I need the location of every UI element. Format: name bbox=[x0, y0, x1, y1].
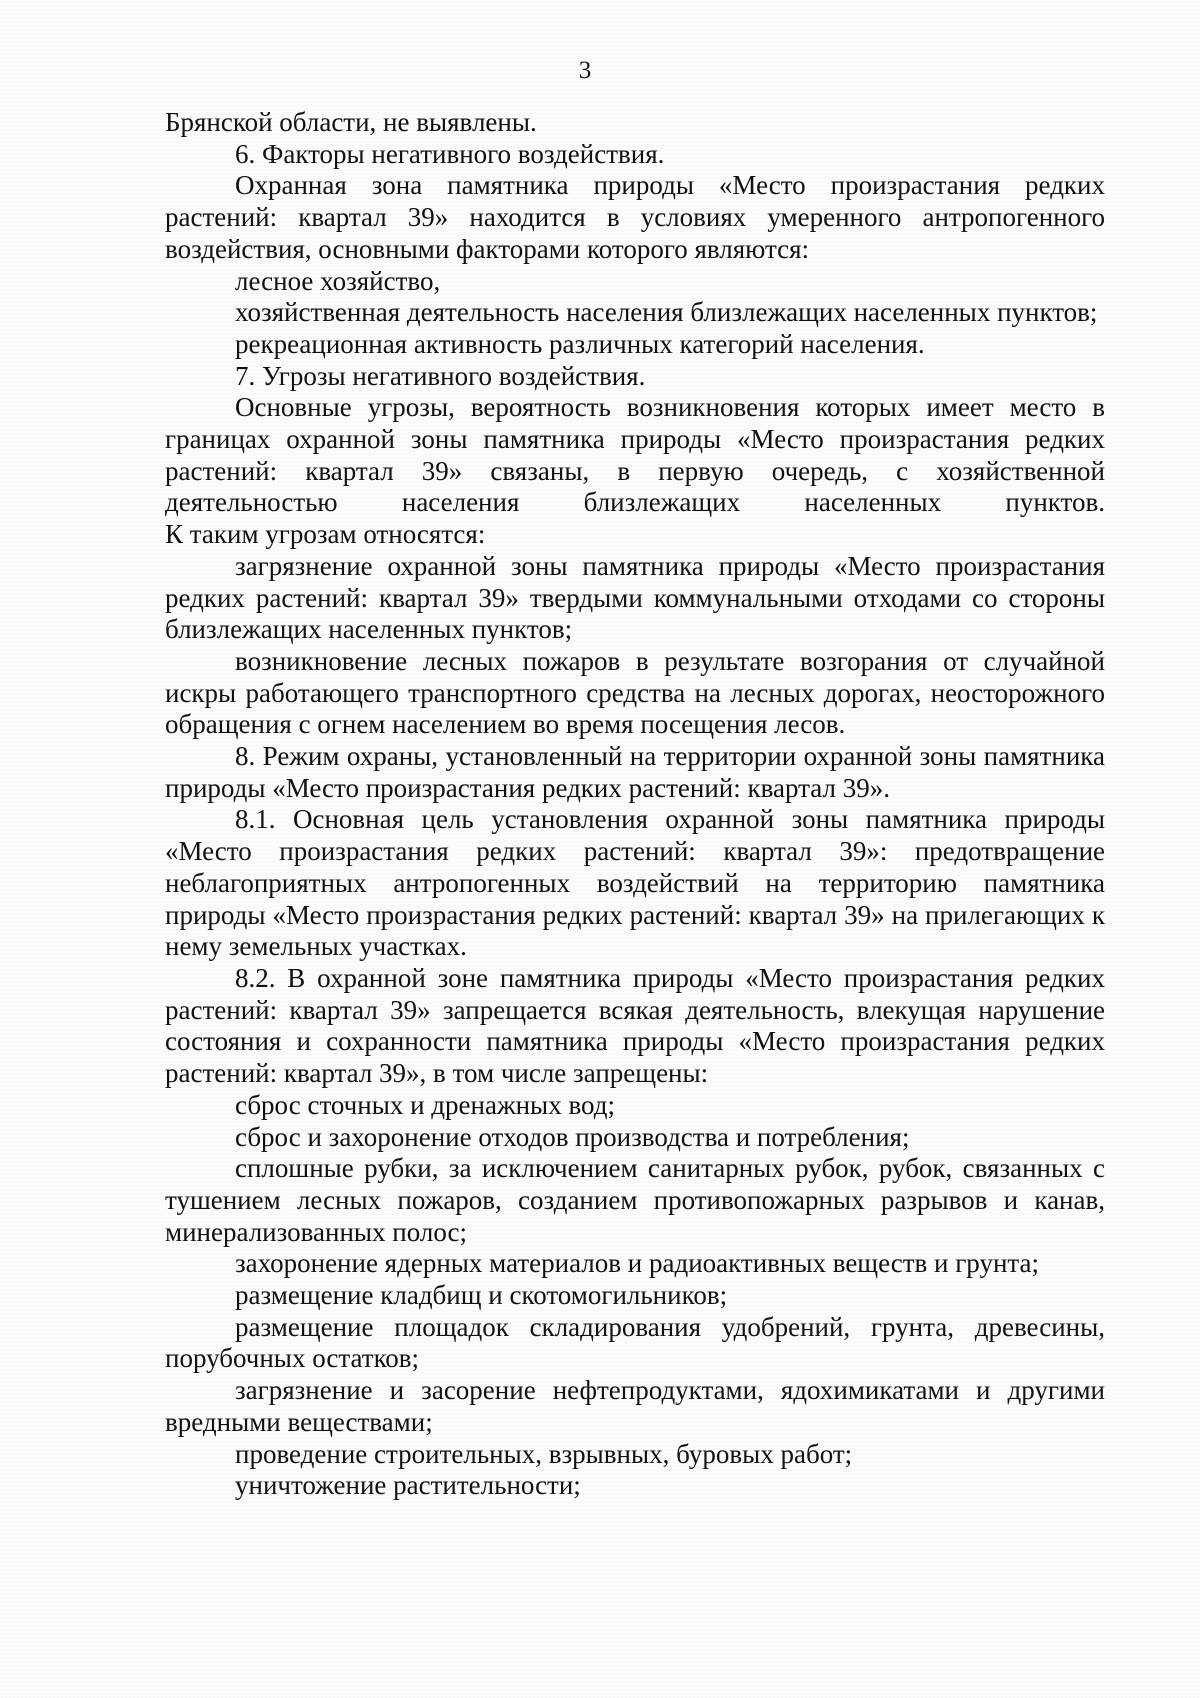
list-item: хозяйственная деятельность населения близлежащих населенных пунктов; bbox=[235, 297, 1098, 328]
page-number: 3 bbox=[578, 57, 592, 84]
list-item: загрязнение и засорение нефтепродуктами, ядохимикатами и другими вредными веществами; bbox=[165, 1375, 1105, 1437]
list-item: возникновение лесных пожаров в результате возгорания от случайной искры работающего транспортного средства на лесных дорогах, неосторожного обращения с огнем населением во время посещения лесов. bbox=[165, 645, 1105, 740]
list-item: загрязнение охранной зоны памятника природы «Место произрастания редких растений: квартал 39» твердыми коммунальными отходами со стороны близлежащих населенных пунктов; bbox=[165, 550, 1105, 645]
paragraph: 8.1. Основная цель установления охранной зоны памятника природы «Место произрастания редких растений: квартал 39»: предотвращение неблагоприятных антропогенных воздействий на территорию памятника природы «Место произрастания редких растений: квартал 39» на прилегающих к нему земельных участках. bbox=[165, 804, 1105, 962]
list-item: сброс сточных и дренажных вод; bbox=[235, 1089, 615, 1120]
list-item: размещение кладбищ и скотомогильников; bbox=[235, 1280, 728, 1311]
list-item: лесное хозяйство, bbox=[235, 265, 441, 296]
list-item: сплошные рубки, за исключением санитарных рубок, рубок, связанных с тушением лесных пожаров, созданием противопожарных разрывов и канав, минерализованных полос; bbox=[165, 1153, 1105, 1247]
section-heading: 7. Угрозы негативного воздействия. bbox=[235, 360, 646, 391]
paragraph: 8.2. В охранной зоне памятника природы «Место произрастания редких растений: квартал 39» запрещается всякая деятельность, влекущая нарушение состояния и сохранности памятника природы «Место произрастания редких растений: квартал 39», в том числе запрещены: bbox=[165, 962, 1105, 1089]
paragraph: Основные угрозы, вероятность возникновения которых имеет место в границах охранной зоны памятника природы «Место произрастания редких растений: квартал 39» связаны, в первую очередь, с хозяйственной деятельностью населения близлежащих населенных пунктов. bbox=[165, 392, 1105, 518]
list-item: уничтожение растительности; bbox=[235, 1470, 581, 1501]
document-body bbox=[165, 107, 1105, 1502]
paragraph: Охранная зона памятника природы «Место произрастания редких растений: квартал 39» находится в условиях умеренного антропогенного воздействия, основными факторами которого являются: bbox=[165, 170, 1105, 264]
paragraph: К таким угрозам относятся: bbox=[165, 519, 486, 550]
paragraph: Брянской области, не выявлены. bbox=[165, 107, 537, 137]
section-heading: 8. Режим охраны, установленный на территории охранной зоны памятника природы «Место произрастания редких растений: квартал 39». bbox=[165, 741, 1105, 803]
list-item: сброс и захоронение отходов производства и потребления; bbox=[235, 1121, 910, 1152]
section-heading: 6. Факторы негативного воздействия. bbox=[235, 138, 665, 169]
list-item: захоронение ядерных материалов и радиоактивных веществ и грунта; bbox=[235, 1248, 1040, 1279]
list-item: рекреационная активность различных категорий населения. bbox=[235, 328, 925, 359]
list-item: проведение строительных, взрывных, буровых работ; bbox=[235, 1438, 853, 1469]
list-item: размещение площадок складирования удобрений, грунта, древесины, порубочных остатков; bbox=[165, 1311, 1105, 1374]
